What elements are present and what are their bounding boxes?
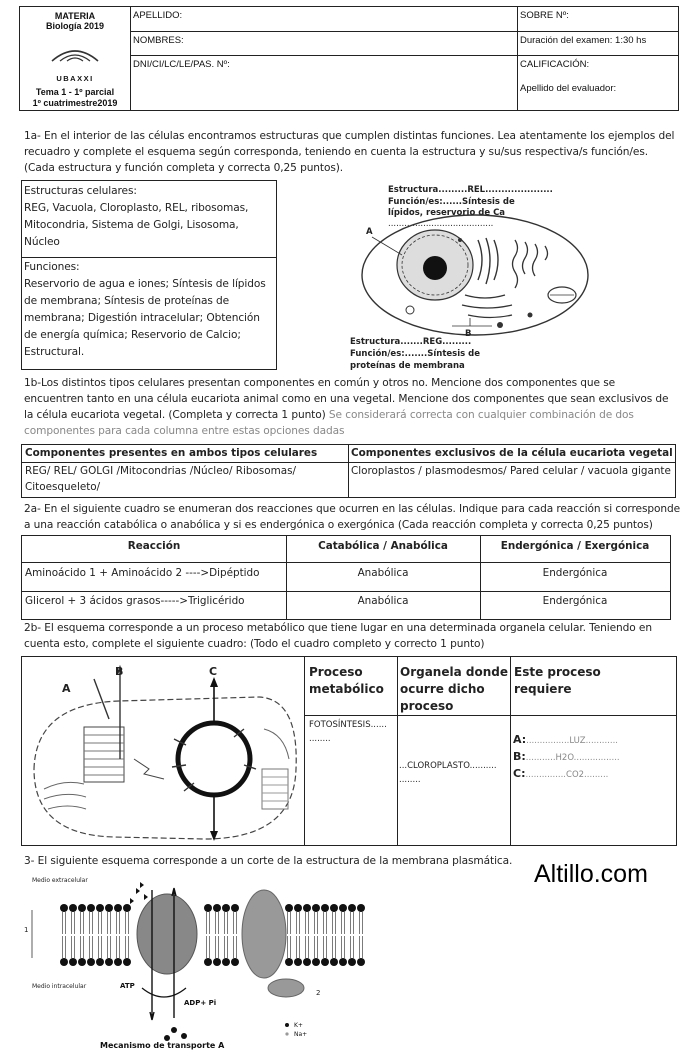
phospholipid-head bbox=[123, 958, 131, 966]
diagram-bottom-funcion2: proteínas de membrana bbox=[350, 361, 465, 371]
phospholipid-head bbox=[222, 904, 230, 912]
q2b-header-requiere bbox=[514, 664, 601, 698]
phospholipid-head bbox=[60, 958, 68, 966]
phospholipid-tail bbox=[333, 912, 336, 934]
phospholipid-tail bbox=[315, 936, 318, 958]
phospholipid-tail bbox=[225, 936, 228, 958]
q2b-label-c: C bbox=[209, 665, 218, 678]
q1b-col1-answer-line2[interactable]: Citoesqueleto/ bbox=[25, 481, 101, 493]
phospholipid-tail bbox=[81, 936, 84, 958]
q2b-answer-proceso-l2: ........ bbox=[309, 734, 331, 744]
q2a-prompt-line2: a una reacción catabólica o anabólica y si es endergónica o exergónica (Cada reacción completa y correcta 0,25 puntos) bbox=[24, 519, 653, 531]
functions-line3: membrana; Digestión intracelular; Obtención bbox=[24, 312, 260, 324]
phospholipid-tail bbox=[126, 912, 129, 934]
phospholipid-tail bbox=[108, 936, 111, 958]
q2a-row1-energia[interactable]: Endergónica bbox=[542, 567, 608, 579]
q1b-prompt-line1: 1b-Los distintos tipos celulares presentan componentes en común y otros no. Mencione dos componentes que se bbox=[24, 377, 616, 389]
q2b-req-c[interactable] bbox=[513, 767, 608, 780]
q2b-header-requiere-l2: requiere bbox=[514, 682, 572, 696]
functions-line5: Estructural. bbox=[24, 346, 85, 358]
phospholipid-head bbox=[96, 958, 104, 966]
q2b-req-b-value: ...........H2O................. bbox=[525, 753, 620, 763]
phospholipid-tail bbox=[126, 936, 129, 958]
label-1: 1 bbox=[24, 926, 29, 934]
q2b-header-proceso-l2: metabólico bbox=[309, 682, 384, 696]
phospholipid-head bbox=[339, 958, 347, 966]
diagram-label-a: A bbox=[366, 227, 373, 237]
q2a-prompt-line1: 2a- En el siguiente cuadro se enumeran dos reacciones que ocurren en las células. Indique para cada reacción si corresponde bbox=[24, 503, 681, 515]
adp-label: ADP+ Pi bbox=[184, 999, 217, 1007]
transport-caption: Mecanismo de transporte A bbox=[100, 1041, 225, 1050]
phospholipid-head bbox=[105, 958, 113, 966]
phospholipid-tail bbox=[360, 912, 363, 934]
phospholipid-tail bbox=[81, 912, 84, 934]
q2a-header-tipo: Catabólica / Anabólica bbox=[318, 540, 448, 552]
phospholipid-head bbox=[321, 958, 329, 966]
phospholipid-tail bbox=[108, 912, 111, 934]
phospholipid-tail bbox=[117, 912, 120, 934]
q2a-row1-reaccion: Aminoácido 1 + Aminoácido 2 ---->Dipéptido bbox=[25, 567, 260, 579]
q1b-col2-header: Componentes exclusivos de la célula eucariota vegetal bbox=[351, 447, 673, 459]
phospholipid-head bbox=[231, 904, 239, 912]
q2a-header-reaccion: Reacción bbox=[127, 540, 181, 552]
q2b-label-b: B bbox=[115, 665, 124, 678]
phospholipid-head bbox=[78, 958, 86, 966]
q1a-prompt-line3: (Cada estructura y función completa y correcta 0,25 puntos). bbox=[24, 162, 344, 174]
q2b-prompt-line1: 2b- El esquema corresponde a un proceso metabólico que tiene lugar en una determinada organela celular. Teniendo en bbox=[24, 622, 652, 634]
functions-line4: de energía química; Reservorio de Calcio; bbox=[24, 329, 241, 341]
q2a-header-energia: Endergónica / Exergónica bbox=[500, 540, 650, 552]
diagram-top-funcion2: lípidos, reservorio de Ca bbox=[388, 208, 506, 218]
cuatrimestre-label: 1º cuatrimestre2019 bbox=[32, 98, 118, 108]
phospholipid-tail bbox=[324, 936, 327, 958]
q2b-req-a-label: A: bbox=[513, 733, 527, 746]
phospholipid-tail bbox=[288, 912, 291, 934]
q1b-col1-answer-line1[interactable]: REG/ REL/ GOLGI /Mitocondrias /Núcleo/ Ribosomas/ bbox=[25, 465, 296, 477]
q2b-label-a: A bbox=[62, 682, 71, 695]
q1b-prompt-points: la célula eucariota vegetal. (Completa y correcta 1 punto) bbox=[24, 409, 326, 421]
diagram-bottom-funcion: Función/es:.......Síntesis de bbox=[350, 349, 481, 359]
medio-extracelular-label: Medio extracelular bbox=[32, 877, 88, 884]
logo-text: UBAXXI bbox=[56, 74, 94, 83]
phospholipid-head bbox=[213, 958, 221, 966]
phospholipid-head bbox=[213, 904, 221, 912]
phospholipid-head bbox=[321, 904, 329, 912]
functions-line1: Reservorio de agua e iones; Síntesis de lípidos bbox=[24, 278, 266, 290]
plasma-membrane-diagram bbox=[24, 870, 374, 1055]
phospholipid-head bbox=[114, 904, 122, 912]
q2b-req-b[interactable] bbox=[513, 750, 620, 763]
q1b-prompt-line2: encuentren tanto en una célula eucariota animal como en una vegetal. Mencione dos componentes que sean exclusivos de bbox=[24, 393, 669, 405]
phospholipid-head bbox=[330, 904, 338, 912]
phospholipid-tail bbox=[234, 912, 237, 934]
q2b-req-b-label: B: bbox=[513, 750, 526, 763]
phospholipid-tail bbox=[351, 936, 354, 958]
q2a-row2-tipo[interactable]: Anabólica bbox=[357, 595, 409, 607]
q2b-header-organela-l3: proceso bbox=[400, 699, 454, 713]
duracion-label: Duración del examen: 1:30 hs bbox=[520, 35, 647, 46]
phospholipid-tail bbox=[90, 936, 93, 958]
exam-header bbox=[19, 6, 679, 111]
q1a-prompt-line1: 1a- En el interior de las células encontramos estructuras que cumplen distintas funciones. Lea atentamente los ejemplos del bbox=[24, 130, 675, 142]
sobre-field[interactable]: SOBRE Nº: bbox=[520, 10, 569, 21]
phospholipid-tail bbox=[342, 936, 345, 958]
phospholipid-tail bbox=[63, 936, 66, 958]
phospholipid-head bbox=[330, 958, 338, 966]
phospholipid-tail bbox=[297, 936, 300, 958]
q1b-prompt-line3 bbox=[24, 408, 634, 424]
na-ion-label: Na+ bbox=[294, 1031, 308, 1038]
q2b-answer-proceso[interactable] bbox=[309, 718, 387, 746]
q2b-header-organela bbox=[400, 664, 508, 715]
phospholipid-head bbox=[285, 904, 293, 912]
q2a-row1-tipo[interactable]: Anabólica bbox=[357, 567, 409, 579]
functions-line2: de membrana; Síntesis de proteínas de bbox=[24, 295, 230, 307]
phospholipid-head bbox=[348, 904, 356, 912]
animal-cell-diagram bbox=[350, 180, 620, 375]
phospholipid-tail bbox=[207, 912, 210, 934]
phospholipid-tail bbox=[225, 912, 228, 934]
phospholipid-head bbox=[123, 904, 131, 912]
q2b-req-a-value: ................LUZ............ bbox=[526, 736, 618, 746]
chloroplast-diagram bbox=[24, 659, 302, 844]
phospholipid-head bbox=[303, 958, 311, 966]
q2a-row2-reaccion: Glicerol + 3 ácidos grasos----->Triglicérido bbox=[25, 595, 245, 607]
phospholipid-head bbox=[204, 958, 212, 966]
q2a-row2-energia[interactable]: Endergónica bbox=[542, 595, 608, 607]
diagram-bottom-estructura: Estructura.......REG......... bbox=[350, 337, 472, 347]
q2b-req-a[interactable] bbox=[513, 733, 618, 746]
q2b-answer-proceso-l1: FOTOSÍNTESIS...... bbox=[309, 720, 387, 730]
nombres-field[interactable]: NOMBRES: bbox=[133, 35, 184, 46]
q2b-answer-organela-l2: ........ bbox=[399, 775, 421, 785]
medio-intracelular-label: Medio intracelular bbox=[32, 983, 87, 990]
dni-field[interactable]: DNI/CI/LC/LE/PAS. Nº: bbox=[133, 59, 230, 70]
phospholipid-tail bbox=[216, 912, 219, 934]
phospholipid-tail bbox=[306, 936, 309, 958]
q2b-header-proceso bbox=[309, 664, 384, 698]
q1a-prompt-line2: recuadro y complete el esquema según corresponda, teniendo en cuenta la estructura y su/sus respectiva/s función/es. bbox=[24, 146, 648, 158]
q2b-header-organela-l2: ocurre dicho bbox=[400, 682, 485, 696]
phospholipid-tail bbox=[234, 936, 237, 958]
q1b-col1-header: Componentes presentes en ambos tipos celulares bbox=[25, 447, 318, 459]
tema-label: Tema 1 - 1º parcial bbox=[35, 87, 115, 97]
phospholipid-head bbox=[78, 904, 86, 912]
atp-label: ATP bbox=[120, 982, 135, 990]
phospholipid-tail bbox=[333, 936, 336, 958]
q2b-req-c-value: ...............CO2......... bbox=[525, 770, 609, 780]
q2b-req-c-label: C: bbox=[513, 767, 526, 780]
phospholipid-tail bbox=[207, 936, 210, 958]
phospholipid-head bbox=[357, 958, 365, 966]
phospholipid-head bbox=[87, 904, 95, 912]
phospholipid-head bbox=[348, 958, 356, 966]
apellido-field[interactable]: APELLIDO: bbox=[133, 10, 183, 21]
phospholipid-head bbox=[222, 958, 230, 966]
evaluador-field[interactable]: Apellido del evaluador: bbox=[520, 83, 617, 94]
phospholipid-tail bbox=[360, 936, 363, 958]
q2b-header-proceso-l1: Proceso bbox=[309, 665, 363, 679]
phospholipid-tail bbox=[297, 912, 300, 934]
phospholipid-head bbox=[357, 904, 365, 912]
phospholipid-head bbox=[69, 904, 77, 912]
altillo-watermark: Altillo.com bbox=[534, 860, 648, 888]
phospholipid-head bbox=[69, 958, 77, 966]
q2b-answer-organela-l1: ...CLOROPLASTO.......... bbox=[399, 761, 497, 771]
phospholipid-tail bbox=[117, 936, 120, 958]
phospholipid-tail bbox=[99, 936, 102, 958]
phospholipid-head bbox=[303, 904, 311, 912]
phospholipid-head bbox=[96, 904, 104, 912]
materia-label: MATERIA bbox=[54, 11, 96, 21]
phospholipid-head bbox=[231, 958, 239, 966]
ubaxxi-logo-icon bbox=[48, 47, 102, 71]
structures-line2: Mitocondria, Sistema de Golgi, Lisosoma, bbox=[24, 219, 239, 231]
phospholipid-head bbox=[294, 904, 302, 912]
phospholipid-head bbox=[204, 904, 212, 912]
diagram-top-dots: ....................................... bbox=[388, 219, 494, 229]
phospholipid-tail bbox=[315, 912, 318, 934]
q1b-note-line2: componentes para cada columna entre estas opciones dadas bbox=[24, 425, 345, 437]
diagram-top-estructura: Estructura.........REL..................... bbox=[388, 185, 553, 195]
phospholipid-tail bbox=[351, 912, 354, 934]
label-2: 2 bbox=[316, 989, 321, 997]
phospholipid-tail bbox=[306, 912, 309, 934]
diagram-top-funcion: Función/es:......Síntesis de bbox=[388, 197, 515, 207]
q2b-header-organela-l1: Organela donde bbox=[400, 665, 508, 679]
diagram-label-b: B bbox=[465, 329, 472, 339]
q2b-prompt-line2: cuenta esto, complete el siguiente cuadro: (Todo el cuadro completo y correcto 1 punto) bbox=[24, 638, 485, 650]
k-ion-label: K+ bbox=[294, 1022, 303, 1029]
phospholipid-head bbox=[87, 958, 95, 966]
phospholipid-tail bbox=[72, 912, 75, 934]
phospholipid-head bbox=[114, 958, 122, 966]
phospholipid-tail bbox=[216, 936, 219, 958]
structures-line3: Núcleo bbox=[24, 236, 60, 248]
phospholipid-tail bbox=[99, 912, 102, 934]
phospholipid-head bbox=[60, 904, 68, 912]
phospholipid-tail bbox=[342, 912, 345, 934]
phospholipid-head bbox=[294, 958, 302, 966]
phospholipid-tail bbox=[72, 936, 75, 958]
phospholipid-tail bbox=[63, 912, 66, 934]
phospholipid-head bbox=[285, 958, 293, 966]
phospholipid-head bbox=[105, 904, 113, 912]
calificacion-field[interactable]: CALIFICACIÓN: bbox=[520, 59, 590, 70]
q2b-answer-organela[interactable] bbox=[399, 759, 497, 787]
phospholipid-head bbox=[339, 904, 347, 912]
phospholipid-tail bbox=[288, 936, 291, 958]
structures-line1: REG, Vacuola, Cloroplasto, REL, ribosomas, bbox=[24, 202, 249, 214]
phospholipid-tail bbox=[90, 912, 93, 934]
q2b-header-requiere-l1: Este proceso bbox=[514, 665, 601, 679]
q1b-note: Se considerará correcta con cualquier combinación de dos bbox=[325, 409, 634, 421]
phospholipid-head bbox=[312, 958, 320, 966]
phospholipid-tail bbox=[324, 912, 327, 934]
phospholipid-head bbox=[312, 904, 320, 912]
q1b-col2-answer[interactable]: Cloroplastos / plasmodesmos/ Pared celular / vacuola gigante bbox=[351, 465, 671, 477]
structures-title: Estructuras celulares: bbox=[24, 185, 137, 197]
q3-prompt: 3- El siguiente esquema corresponde a un corte de la estructura de la membrana plasmática. bbox=[24, 855, 513, 867]
subject-name: Biología 2019 bbox=[45, 21, 105, 31]
functions-title: Funciones: bbox=[24, 261, 80, 273]
